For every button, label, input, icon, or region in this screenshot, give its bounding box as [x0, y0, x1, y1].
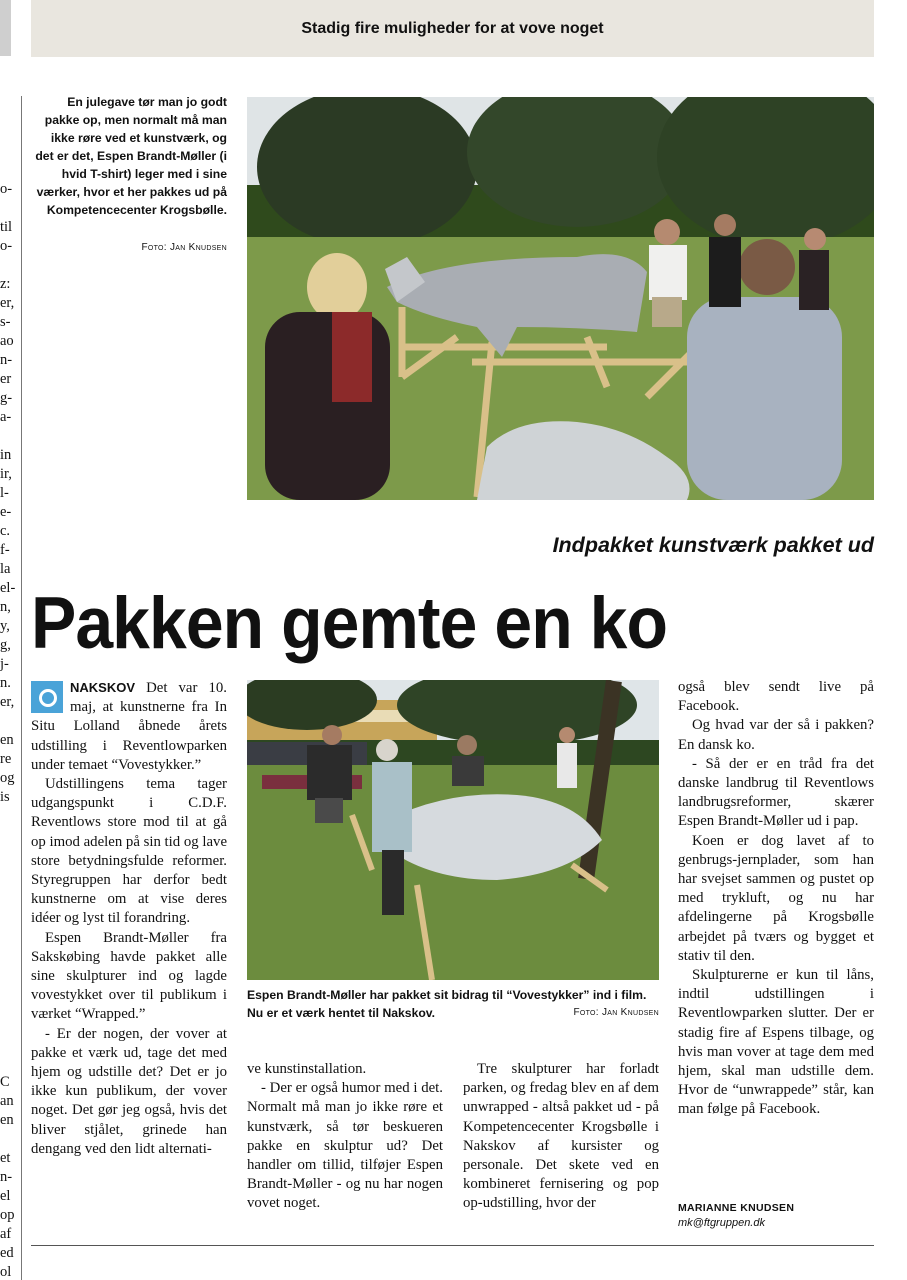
- article-column-4: [678, 678, 874, 1120]
- clipped-text-fragment: e-: [0, 504, 12, 520]
- clipped-text-fragment: og: [0, 770, 15, 786]
- clipped-text-fragment: [0, 883, 17, 902]
- mid-photo-caption: [247, 986, 659, 1022]
- clipped-text-fragment: [0, 959, 17, 978]
- clipped-text-fragment: c.: [0, 523, 11, 539]
- clipped-text-fragment: ao: [0, 333, 14, 349]
- headline: Pakken gemte en ko: [31, 583, 668, 664]
- section-header: [31, 0, 874, 57]
- article-column-3: [463, 1060, 659, 1214]
- author-email: mk@ftgruppen.dk: [678, 1217, 765, 1229]
- clipped-text-fragment: [0, 940, 17, 959]
- clipped-text-fragment: ir,: [0, 466, 12, 482]
- clipped-text-fragment: [0, 1035, 17, 1054]
- clipped-text-fragment: [0, 427, 17, 446]
- clipped-text-fragment: [0, 1130, 17, 1149]
- clipped-text-fragment: [0, 712, 17, 731]
- clipped-text-fragment: [0, 826, 17, 845]
- paragraph: - Er der nogen, der vover at pakke et værk ud, tage det med hjem og udstille det? Det er jo ikke kun publikum, der vover noget. Det gør jeg også, hvis det bliver stjålet, grinede han dengang ved den lidt alternati-: [31, 1025, 227, 1157]
- clipped-text-fragment: [0, 1016, 17, 1035]
- clipped-text-fragment: C: [0, 1074, 10, 1090]
- mid-photo: [247, 680, 659, 980]
- clipped-text-fragment: el: [0, 1188, 11, 1204]
- article-column-2: [247, 1060, 443, 1214]
- clipped-text-fragment: an: [0, 1093, 14, 1109]
- publication-logo-icon: [31, 681, 63, 713]
- dateline: NAKSKOV: [70, 680, 136, 695]
- clipped-text-fragment: [0, 1054, 17, 1073]
- clipped-text-fragment: o-: [0, 181, 13, 197]
- clipped-text-fragment: o-: [0, 238, 13, 254]
- paragraph: Det var 10. maj, at kunstnerne fra In Situ Lolland åbnede årets udstilling i Reventlowparken under temaet “Vovestykker.”: [31, 680, 227, 773]
- clipped-text-fragment: [0, 921, 17, 940]
- mid-photo-credit: Foto: Jan Knudsen: [573, 1007, 659, 1018]
- lead-paragraph: [31, 678, 227, 775]
- clipped-text-fragment: [0, 864, 17, 883]
- paragraph: ve kunstinstallation.: [247, 1061, 367, 1077]
- paragraph: - Så der er en tråd fra det danske landbrug til Reventlows landbrugsreformer, skærer Espen Brandt-Møller ud i pap.: [678, 755, 874, 830]
- clipped-text-fragment: la: [0, 561, 11, 577]
- mid-photo-caption-text: Espen Brandt-Møller har pakket sit bidrag til “Vovestykker” ind i film. Nu er et værk hentet til Nakskov.: [247, 988, 647, 1020]
- clipped-text-fragment: g,: [0, 637, 11, 653]
- clipped-text-fragment: op: [0, 1207, 15, 1223]
- adjacent-article-fragment: [0, 180, 17, 1280]
- clipped-text-fragment: til: [0, 219, 13, 235]
- clipped-text-fragment: er,: [0, 694, 15, 710]
- top-photo-caption: En julegave tør man jo godt pakke op, men normalt må man ikke røre ved et kunstværk, og det er det, Espen Brandt-Møller (i hvid T-shirt) leger med i sine værker, hvor et her pakkes ud på Kompetencecenter Krogsbølle.: [35, 95, 227, 217]
- edge-tab: [0, 0, 11, 56]
- clipped-text-fragment: en: [0, 732, 14, 748]
- clipped-text-fragment: [0, 902, 17, 921]
- clipped-text-fragment: y,: [0, 618, 10, 634]
- top-photo: [247, 97, 874, 500]
- clipped-text-fragment: [0, 256, 17, 275]
- clipped-text-fragment: ol: [0, 1264, 12, 1280]
- clipped-text-fragment: en: [0, 1112, 14, 1128]
- clipped-text-fragment: ed: [0, 1245, 14, 1261]
- kicker: Indpakket kunstværk pakket ud: [552, 533, 874, 557]
- paragraph: Espen Brandt-Møller fra Sakskøbing havde pakket alle sine skulpturer ind og lagde vovestykket over til publikum i værket “Wrapped.”: [31, 929, 227, 1023]
- clipped-text-fragment: l-: [0, 485, 9, 501]
- paragraph: også blev sendt live på Facebook.: [678, 679, 874, 715]
- clipped-text-fragment: er,: [0, 295, 15, 311]
- clipped-text-fragment: re: [0, 751, 12, 767]
- clipped-text-fragment: [0, 807, 17, 826]
- clipped-text-fragment: g-: [0, 390, 13, 406]
- paragraph: Koen er dog lavet af to genbrugs-jernplader, som han har svejset sammen og pustet op med trykluft, og nu har afdelingerne på Krogsbølle arbejdet på tværs og bygget et stativ til den.: [678, 832, 874, 964]
- clipped-text-fragment: f-: [0, 542, 10, 558]
- clipped-text-fragment: [0, 199, 17, 218]
- clipped-text-fragment: [0, 845, 17, 864]
- paragraph: Tre skulpturer har forladt parken, og fredag blev en af dem unwrapped - altså pakket ud - på Kompetencecenter Krogsbølle i Nakskov af kursister og personale. Det skete ved en kombineret fernisering og pop op-udstilling, hvor der: [463, 1061, 659, 1212]
- clipped-text-fragment: is: [0, 789, 10, 805]
- section-header-text: Stadig fire muligheder for at vove noget: [301, 19, 604, 37]
- paragraph: - Der er også humor med i det. Normalt må man jo ikke røre et kunstværk, så tør beskueren pakke en skulptur ud? Det handler om tillid, tilføjer Espen Brandt-Møller - og nu har nogen vovet noget.: [247, 1080, 443, 1212]
- paragraph: Udstillingens tema tager udgangspunkt i C.D.F. Reventlows store mod til at gå op imod adelen på sin tid og lave store betydningsfulde reformer. Styregruppen har derfor bedt kunstnerne om at vise deres idéer og lyst til forandring.: [31, 776, 228, 927]
- paragraph: Og hvad var der så i pakken? En dansk ko.: [678, 717, 874, 753]
- clipped-text-fragment: n-: [0, 352, 13, 368]
- paragraph: Skulpturerne er kun til låns, indtil udstillingen i Reventlowparken slutter. Der er stadig fire af Espens tilbage, og hvis man vover at tage dem med hjem, skal man udstille dem. Hvor de “unwrappede” står, kan man følge på Facebook.: [678, 967, 874, 1118]
- clipped-text-fragment: s-: [0, 314, 11, 330]
- column-rule: [21, 96, 22, 1280]
- clipped-text-fragment: [0, 997, 17, 1016]
- clipped-text-fragment: [0, 978, 17, 997]
- clipped-text-fragment: af: [0, 1226, 12, 1242]
- byline: MARIANNE KNUDSEN: [678, 1202, 795, 1214]
- bottom-rule: [31, 1245, 874, 1246]
- clipped-text-fragment: n,: [0, 599, 11, 615]
- top-photo-credit: Foto: Jan Knudsen: [141, 242, 227, 253]
- clipped-text-fragment: n-: [0, 1169, 13, 1185]
- clipped-text-fragment: in: [0, 447, 12, 463]
- clipped-text-fragment: a-: [0, 409, 12, 425]
- clipped-text-fragment: er: [0, 371, 12, 387]
- clipped-text-fragment: n.: [0, 675, 11, 691]
- clipped-text-fragment: et: [0, 1150, 11, 1166]
- clipped-text-fragment: j-: [0, 656, 9, 672]
- clipped-text-fragment: el-: [0, 580, 16, 596]
- clipped-text-fragment: z:: [0, 276, 11, 292]
- article-column-1: [31, 678, 227, 1159]
